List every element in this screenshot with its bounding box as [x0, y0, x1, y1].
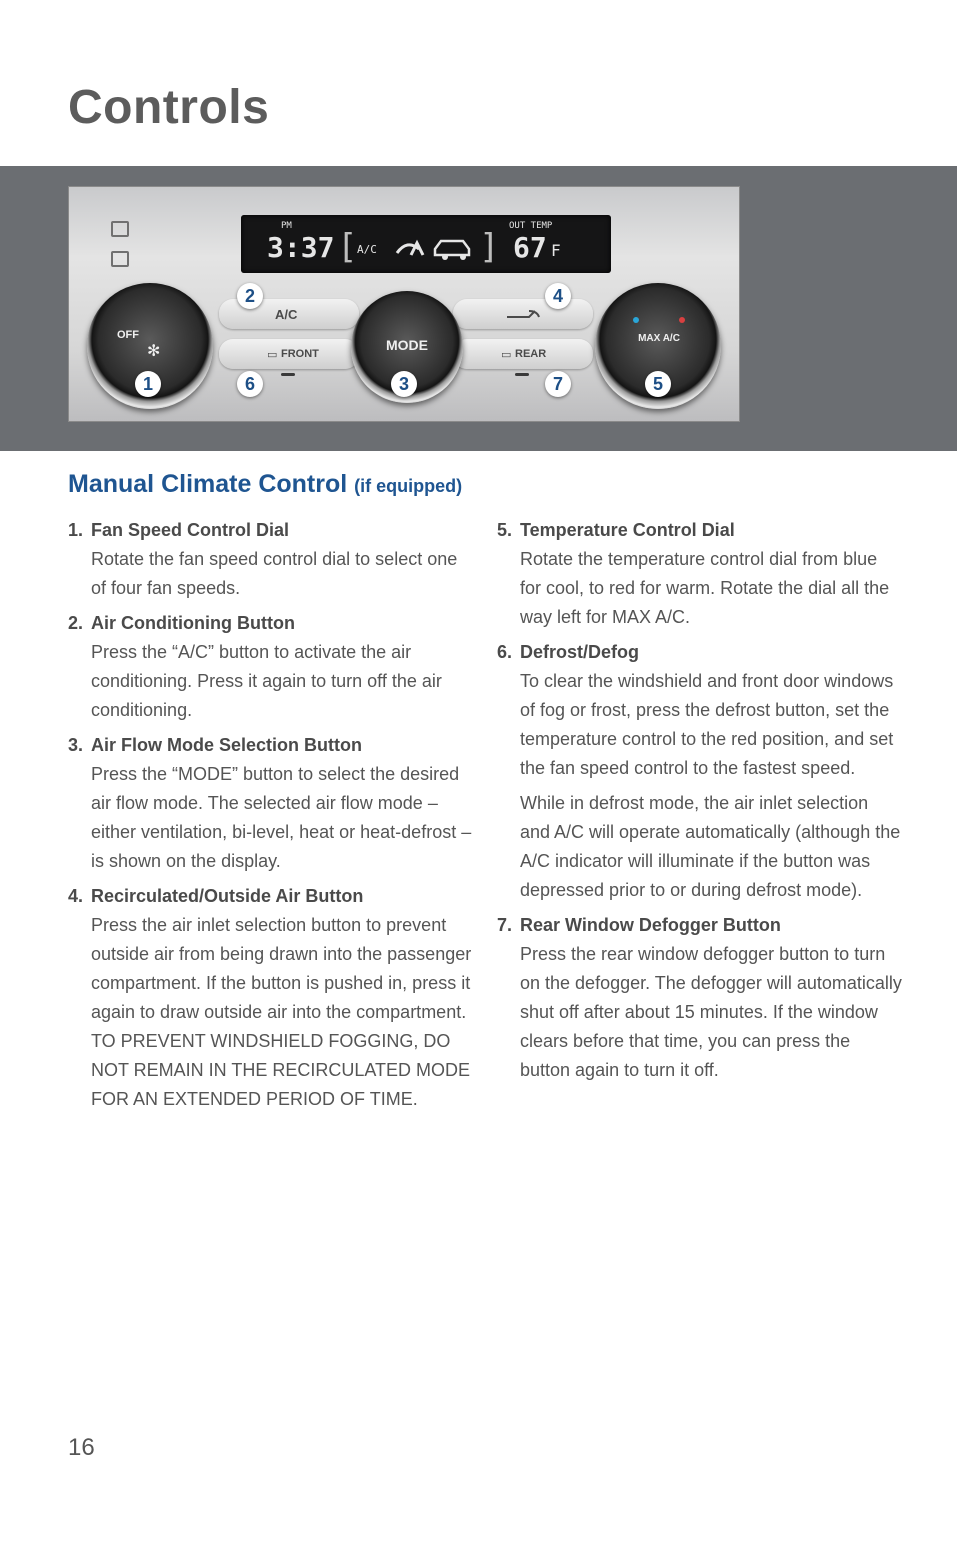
climate-control-photo — [68, 186, 740, 422]
instructions-right-column — [497, 516, 902, 1091]
mode-button-label: MODE — [386, 337, 428, 353]
callout-4: 4 — [545, 283, 571, 309]
rear-defog-button[interactable] — [453, 339, 593, 369]
warm-indicator — [679, 317, 685, 323]
list-item: 5. Temperature Control Dial Rotate the temperature control dial from blue for cool, to red for warm. Rotate the dial all the way left for MAX A/C. — [497, 516, 902, 632]
section-subtitle: (if equipped) — [354, 476, 463, 496]
item-text: Press the “A/C” button to activate the air conditioning. Press it again to turn off the air conditioning. — [91, 642, 442, 720]
item-text: Rotate the fan speed control dial to select one of four fan speeds. — [91, 549, 458, 598]
callout-7: 7 — [545, 371, 571, 397]
callout-5: 5 — [645, 371, 671, 397]
front-defrost-indicator — [281, 373, 295, 376]
seat-heater-icon — [111, 221, 129, 237]
item-title: Rear Window Defogger Button — [520, 915, 781, 935]
item-title: Temperature Control Dial — [520, 520, 735, 540]
list-item: 4. Recirculated/Outside Air Button Press the air inlet selection button to prevent outside air from being drawn into the passenger compartment. If the button is pushed in, press it again to draw outside air into the compartment. TO PREVENT WINDSHIELD FOGGING, DO NOT REMAIN IN THE RECIRCULATED MODE FOR AN EXTENDED PERIOD OF TIME. — [68, 882, 473, 1114]
max-ac-label: MAX A/C — [638, 333, 680, 344]
item-text: Press the “MODE” button to select the desired air flow mode. The selected air flow mode – either ventilation, bi-level, heat or heat-defrost – is shown on the display. — [91, 764, 472, 871]
callout-1: 1 — [135, 371, 161, 397]
seat-heater-icon — [111, 251, 129, 267]
front-defrost-label: FRONT — [281, 348, 319, 360]
callout-6: 6 — [237, 371, 263, 397]
rear-defog-icon: ▭ — [501, 349, 512, 361]
section-title: Manual Climate Control (if equipped) — [68, 470, 463, 498]
list-item: 1. Fan Speed Control Dial Rotate the fan speed control dial to select one of four fan speeds. — [68, 516, 473, 603]
list-item: 6. Defrost/Defog To clear the windshield and front door windows of fog or frost, press the defrost button, set the temperature control to the red position, and set the fan speed control to the fastest speed. While in defrost mode, the air inlet selection and A/C will operate automatically (although the A/C indicator will illuminate if the button was depressed prior to or during defrost mode). — [497, 638, 902, 905]
item-title: Recirculated/Outside Air Button — [91, 886, 364, 906]
page-number: 16 — [68, 1434, 95, 1461]
out-temp-unit: F — [551, 241, 561, 260]
page-title: Controls — [68, 81, 270, 134]
item-title: Fan Speed Control Dial — [91, 520, 290, 540]
front-defrost-button[interactable] — [219, 339, 359, 369]
list-item: 7. Rear Window Defogger Button Press the rear window defogger button to turn on the defogger. The defogger will automatically shut off after about 15 minutes. If the window clears before that time, you can press the button again to turn it off. — [497, 911, 902, 1085]
ac-indicator: A/C — [357, 243, 377, 256]
recirculation-button[interactable] — [453, 299, 593, 329]
item-text: Press the rear window defogger button to turn on the defogger. The defogger will automatically shut off after about 15 minutes. If the window clears before that time, you can press the button again to turn it off. — [520, 944, 902, 1080]
fan-icon: ✻ — [147, 343, 161, 360]
photo-band — [0, 166, 957, 451]
item-title: Air Conditioning Button — [91, 613, 295, 633]
cool-indicator — [633, 317, 639, 323]
list-item: 2. Air Conditioning Button Press the “A/C” button to activate the air conditioning. Press it again to turn off the air conditioning. — [68, 609, 473, 725]
recirculation-icon — [503, 307, 543, 321]
list-item: 3. Air Flow Mode Selection Button Press the “MODE” button to select the desired air flow mode. The selected air flow mode – either ventilation, bi-level, heat or heat-defrost – is shown on the display. — [68, 731, 473, 876]
out-temp-label: OUT TEMP — [509, 221, 553, 231]
item-text: To clear the windshield and front door windows of fog or frost, press the defrost button, set the temperature control to the red position, and set the fan speed control to the fastest speed. — [520, 671, 894, 778]
rear-defog-indicator — [515, 373, 529, 376]
out-temp-value: 67 — [513, 231, 547, 264]
airflow-indicator-icon — [391, 229, 475, 263]
item-text: Rotate the temperature control dial from blue for cool, to red for warm. Rotate the dial all the way left for MAX A/C. — [520, 549, 890, 627]
rear-defog-label: REAR — [515, 348, 547, 360]
ac-button-label: A/C — [275, 307, 298, 322]
defrost-icon: ▭ — [267, 349, 278, 361]
item-text: While in defrost mode, the air inlet selection and A/C will operate automatically (although the A/C indicator will illuminate if the button was depressed prior to or during defrost mode). — [520, 793, 901, 900]
item-title: Defrost/Defog — [520, 642, 640, 662]
fan-off-label: OFF — [117, 329, 139, 341]
item-title: Air Flow Mode Selection Button — [91, 735, 362, 755]
climate-display: PM 3:37 [ A/C ] OUT TEMP 67 F — [241, 215, 611, 273]
callout-2: 2 — [237, 283, 263, 309]
callout-3: 3 — [391, 371, 417, 397]
item-text: Press the air inlet selection button to prevent outside air from being drawn into the passenger compartment. If the button is pushed in, press it again to draw outside air into the compartment. TO PREVENT WINDSHIELD FOGGING, DO NOT REMAIN IN THE RECIRCULATED MODE FOR AN EXTENDED PERIOD OF TIME. — [91, 915, 472, 1109]
clock-period: PM — [281, 221, 292, 231]
clock: 3:37 — [267, 231, 335, 264]
instructions-left-column — [68, 516, 473, 1120]
